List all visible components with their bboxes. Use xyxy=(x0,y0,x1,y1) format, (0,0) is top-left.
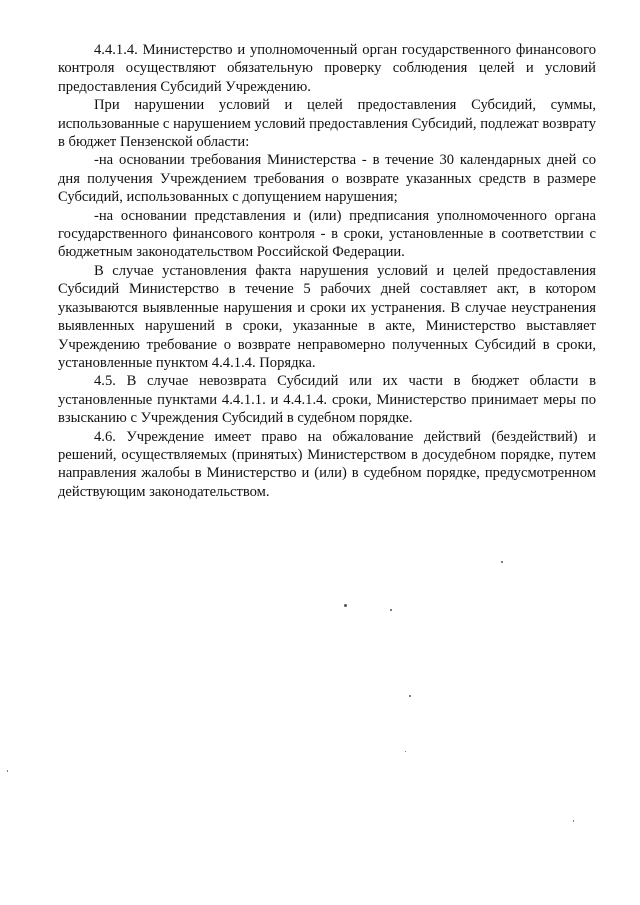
scan-speck xyxy=(573,820,574,822)
scan-speck xyxy=(501,561,503,563)
paragraph-ministry-requirement: -на основании требования Министерства - в течение 30 календарных дней со дня получения Учреждением требования о возврате указанных средств в размере Субсидий, использованных с допущением нарушения; xyxy=(58,152,596,206)
paragraph-4-5: 4.5. В случае невозврата Субсидий или их части в бюджет области в установленные пунктами 4.4.1.1. и 4.4.1.4. сроки, Министерство принимает меры по взысканию с Учреждения Субсидий в судебном порядке. xyxy=(58,373,596,427)
document-body xyxy=(58,41,596,501)
scan-speck xyxy=(344,604,347,607)
paragraph-violation-return: При нарушении условий и целей предоставления Субсидий, суммы, использованные с нарушением условий предоставления Субсидий, подлежат возврату в бюджет Пензенской области: xyxy=(58,97,596,151)
scan-speck xyxy=(390,609,392,611)
scan-speck xyxy=(7,770,8,772)
paragraph-4-6: 4.6. Учреждение имеет право на обжалование действий (бездействий) и решений, осуществляемых (принятых) Министерством в досудебном порядке, путем направления жалобы в Министерство и (или) в судебном порядке, предусмотренном действующим законодательством. xyxy=(58,428,596,500)
paragraph-violation-act: В случае установления факта нарушения условий и целей предоставления Субсидий Министерство в течение 5 рабочих дней составляет акт, в котором указываются выявленные нарушения и сроки их устранения. В случае неустранения выявленных нарушений в сроки, указанные в акте, Министерство выставляет Учреждению требование о возврате неправомерно полученных Субсидий в сроки, установленные пунктом 4.4.1.4. Порядка. xyxy=(58,262,596,371)
scan-speck xyxy=(405,751,406,752)
paragraph-4-4-1-4: 4.4.1.4. Министерство и уполномоченный орган государственного финансового контроля осуществляют обязательную проверку соблюдения целей и условий предоставления Субсидий Учреждению. xyxy=(58,42,596,95)
paragraph-control-body-order: -на основании представления и (или) предписания уполномоченного органа государственного финансового контроля - в сроки, установленные в соответствии с бюджетным законодательством Российской Федерации. xyxy=(58,207,596,261)
scan-speck xyxy=(409,695,411,697)
